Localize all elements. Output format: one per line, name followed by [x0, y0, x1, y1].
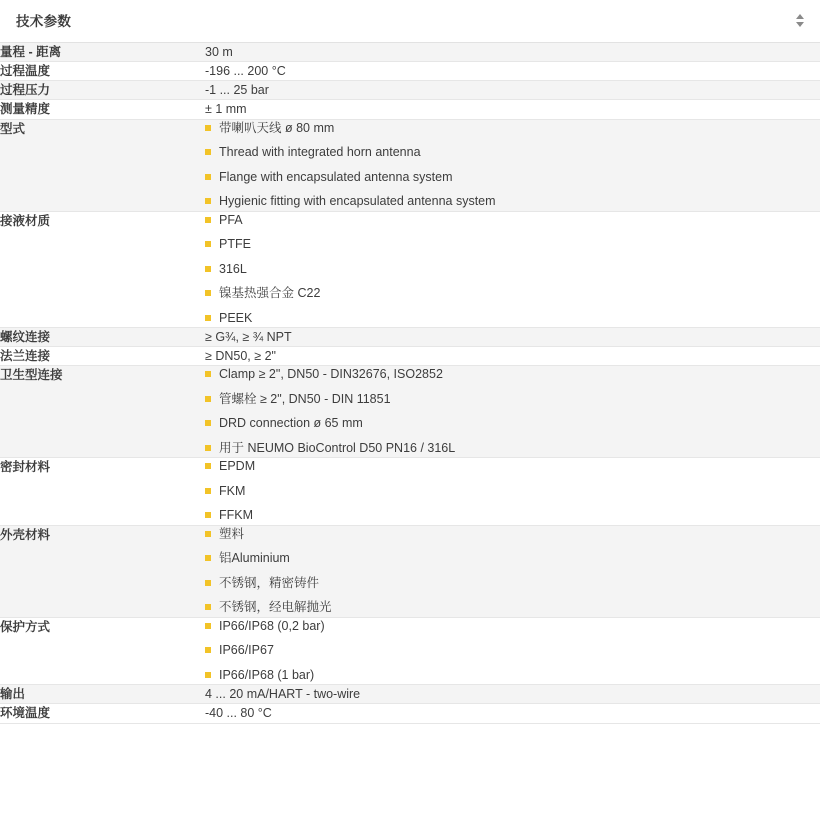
- spec-value-text: 4 ... 20 mA/HART - two-wire: [205, 687, 361, 702]
- list-item: 不锈钢，精密铸件: [205, 575, 820, 593]
- list-item: PFA: [205, 212, 820, 230]
- list-item: 316L: [205, 261, 820, 279]
- spec-value: [205, 328, 820, 347]
- spec-value: [205, 211, 820, 328]
- spec-value-text: ≥ DN50, ≥ 2": [205, 349, 276, 364]
- panel-header: [0, 0, 820, 43]
- list-item: IP66/IP68 (0,2 bar): [205, 618, 820, 636]
- spec-label: 测量精度: [0, 100, 205, 119]
- spec-value: [205, 366, 820, 458]
- spec-label: 螺纹连接: [0, 328, 205, 347]
- sort-updown-icon[interactable]: [796, 14, 808, 27]
- panel-title: 技术参数: [16, 14, 72, 29]
- spec-value-text: -196 ... 200 °C: [205, 64, 286, 79]
- table-row: [0, 704, 820, 723]
- spec-value-text: ≥ G¾, ≥ ¾ NPT: [205, 330, 292, 344]
- table-row: [0, 100, 820, 119]
- spec-value-list: [205, 366, 820, 457]
- spec-value-text: -40 ... 80 °C: [205, 706, 272, 721]
- specifications-table-body: [0, 43, 820, 723]
- list-item: 铝Aluminium: [205, 550, 820, 568]
- spec-value: [205, 617, 820, 685]
- list-item: FFKM: [205, 507, 820, 525]
- table-row: [0, 617, 820, 685]
- list-item: 带喇叭天线 ø 80 mm: [205, 120, 820, 138]
- specifications-table: [0, 43, 820, 724]
- spec-value: [205, 458, 820, 526]
- spec-value: [205, 100, 820, 119]
- spec-label: 环境温度: [0, 704, 205, 723]
- spec-value-list: [205, 618, 820, 685]
- spec-label: 量程 - 距离: [0, 43, 205, 62]
- table-row: [0, 81, 820, 100]
- list-item: FKM: [205, 483, 820, 501]
- list-item: 管螺栓 ≥ 2", DN50 - DIN 11851: [205, 391, 820, 409]
- list-item: DRD connection ø 65 mm: [205, 415, 820, 433]
- spec-value-text: -1 ... 25 bar: [205, 83, 269, 98]
- spec-label: 型式: [0, 119, 205, 211]
- spec-label: 外壳材料: [0, 525, 205, 617]
- spec-value: [205, 685, 820, 704]
- spec-label: 密封材料: [0, 458, 205, 526]
- table-row: [0, 62, 820, 81]
- spec-label: 法兰连接: [0, 347, 205, 366]
- list-item: IP66/IP68 (1 bar): [205, 667, 820, 685]
- spec-value: [205, 525, 820, 617]
- spec-value: [205, 43, 820, 62]
- list-item: Thread with integrated horn antenna: [205, 144, 820, 162]
- list-item: EPDM: [205, 458, 820, 476]
- list-item: Flange with encapsulated antenna system: [205, 169, 820, 187]
- table-row: [0, 525, 820, 617]
- table-row: [0, 458, 820, 526]
- list-item: PTFE: [205, 236, 820, 254]
- spec-value-text: 30 m: [205, 45, 233, 59]
- spec-value-list: [205, 212, 820, 328]
- table-row: [0, 43, 820, 62]
- sort-descending-arrow: [796, 22, 804, 27]
- table-row: [0, 347, 820, 366]
- table-row: [0, 685, 820, 704]
- spec-value: [205, 704, 820, 723]
- spec-value-text: ± 1 mm: [205, 102, 247, 117]
- list-item: Hygienic fitting with encapsulated antenna system: [205, 193, 820, 211]
- spec-value-list: [205, 120, 820, 211]
- list-item: PEEK: [205, 310, 820, 328]
- spec-value: [205, 81, 820, 100]
- spec-label: 过程温度: [0, 62, 205, 81]
- spec-value-list: [205, 526, 820, 617]
- list-item: 塑料: [205, 526, 820, 544]
- list-item: Clamp ≥ 2", DN50 - DIN32676, ISO2852: [205, 366, 820, 384]
- list-item: 镍基热强合金 C22: [205, 285, 820, 303]
- sort-ascending-arrow: [796, 14, 804, 19]
- list-item: IP66/IP67: [205, 642, 820, 660]
- table-row: [0, 119, 820, 211]
- table-row: [0, 328, 820, 347]
- spec-value: [205, 119, 820, 211]
- list-item: 不锈钢，经电解抛光: [205, 599, 820, 617]
- table-row: [0, 211, 820, 328]
- spec-label: 输出: [0, 685, 205, 704]
- spec-label: 接液材质: [0, 211, 205, 328]
- spec-label: 卫生型连接: [0, 366, 205, 458]
- spec-value-list: [205, 458, 820, 525]
- list-item: 用于 NEUMO BioControl D50 PN16 / 316L: [205, 440, 820, 458]
- spec-label: 过程压力: [0, 81, 205, 100]
- spec-value: [205, 347, 820, 366]
- spec-value: [205, 62, 820, 81]
- spec-label: 保护方式: [0, 617, 205, 685]
- table-row: [0, 366, 820, 458]
